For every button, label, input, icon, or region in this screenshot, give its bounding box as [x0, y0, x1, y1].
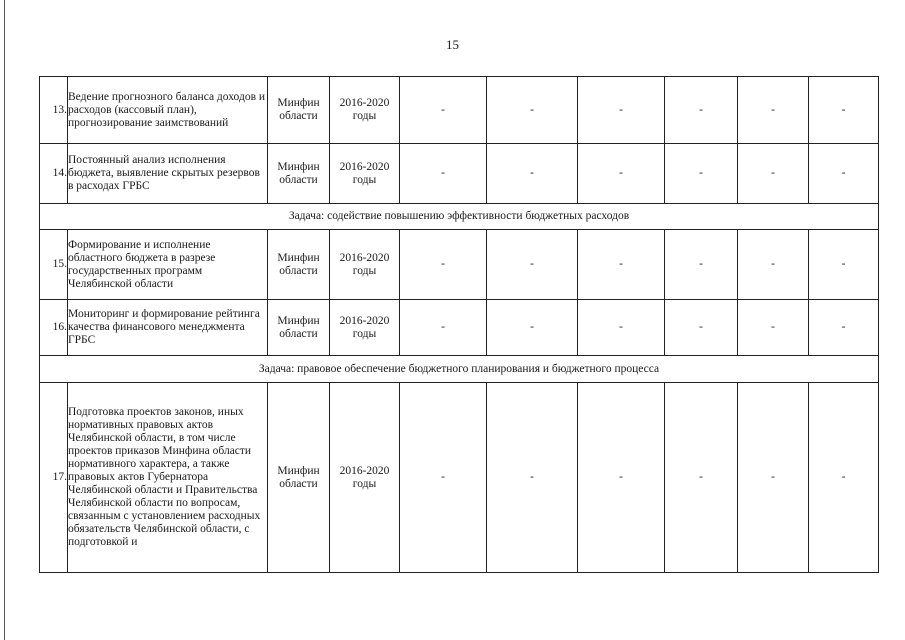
row-number: 14.	[40, 144, 68, 204]
executor-cell: Минфин области	[268, 300, 330, 356]
value-cell: -	[809, 230, 879, 300]
page-number: 15	[446, 37, 459, 52]
value-cell: -	[738, 77, 809, 144]
executor-cell: Минфин области	[268, 77, 330, 144]
measure-name: Мониторинг и формирование рейтинга качества финансового менеджмента ГРБС	[68, 300, 268, 356]
value-cell: -	[665, 383, 738, 573]
period-cell: 2016-2020 годы	[330, 77, 400, 144]
value-cell: -	[578, 77, 665, 144]
value-cell: -	[738, 300, 809, 356]
row-number: 15.	[40, 230, 68, 300]
value-cell: -	[665, 300, 738, 356]
measure-name: Подготовка проектов законов, иных нормативных правовых актов Челябинской области, в том числе проектов приказов Минфина области нормативного характера, а также правовых актов Губернатора Челябинской области и Правительства Челябинской области по вопросам, связанным с установлением расходных обязательств Челябинской области, с подготовкой и	[68, 383, 268, 573]
table-row	[40, 383, 879, 573]
value-cell: -	[665, 230, 738, 300]
period-cell: 2016-2020 годы	[330, 383, 400, 573]
value-cell: -	[487, 144, 578, 204]
value-cell: -	[400, 230, 487, 300]
value-cell: -	[665, 144, 738, 204]
executor-cell: Минфин области	[268, 230, 330, 300]
executor-cell: Минфин области	[268, 144, 330, 204]
task-heading: Задача: правовое обеспечение бюджетного планирования и бюджетного процесса	[40, 356, 879, 383]
task-heading: Задача: содействие повышению эффективности бюджетных расходов	[40, 204, 879, 230]
task-row	[40, 356, 879, 383]
task-row	[40, 204, 879, 230]
measure-name: Ведение прогнозного баланса доходов и расходов (кассовый план), прогнозирование заимствований	[68, 77, 268, 144]
table-row	[40, 77, 879, 144]
value-cell: -	[400, 300, 487, 356]
executor-cell: Минфин области	[268, 383, 330, 573]
value-cell: -	[738, 230, 809, 300]
table-row	[40, 230, 879, 300]
page-edge-line	[4, 0, 5, 640]
period-cell: 2016-2020 годы	[330, 300, 400, 356]
measure-name: Формирование и исполнение областного бюджета в разрезе государственных программ Челябинской области	[68, 230, 268, 300]
value-cell: -	[809, 383, 879, 573]
value-cell: -	[487, 383, 578, 573]
value-cell: -	[809, 77, 879, 144]
value-cell: -	[487, 300, 578, 356]
value-cell: -	[400, 144, 487, 204]
value-cell: -	[578, 144, 665, 204]
value-cell: -	[400, 77, 487, 144]
row-number: 17.	[40, 383, 68, 573]
period-cell: 2016-2020 годы	[330, 144, 400, 204]
value-cell: -	[665, 77, 738, 144]
value-cell: -	[578, 300, 665, 356]
measures-table	[39, 76, 879, 573]
value-cell: -	[809, 300, 879, 356]
value-cell: -	[738, 144, 809, 204]
measure-name: Постоянный анализ исполнения бюджета, выявление скрытых резервов в расходах ГРБС	[68, 144, 268, 204]
value-cell: -	[400, 383, 487, 573]
value-cell: -	[738, 383, 809, 573]
period-cell: 2016-2020 годы	[330, 230, 400, 300]
table-row	[40, 300, 879, 356]
row-number: 13.	[40, 77, 68, 144]
table-row	[40, 144, 879, 204]
value-cell: -	[487, 77, 578, 144]
value-cell: -	[578, 230, 665, 300]
value-cell: -	[578, 383, 665, 573]
value-cell: -	[809, 144, 879, 204]
row-number: 16.	[40, 300, 68, 356]
value-cell: -	[487, 230, 578, 300]
